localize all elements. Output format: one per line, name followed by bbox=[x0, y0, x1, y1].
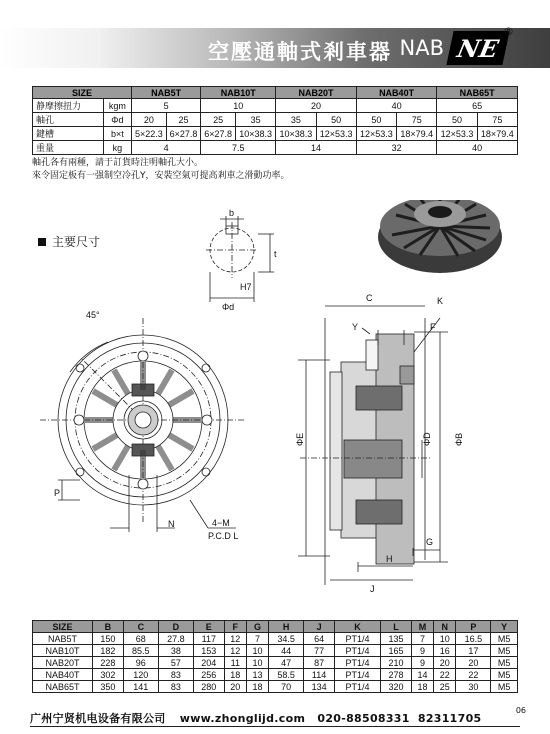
table-cell: 117 bbox=[193, 633, 224, 645]
label-g: G bbox=[426, 537, 434, 547]
table-cell: 27.8 bbox=[158, 633, 193, 645]
section-title-text: 主要尺寸 bbox=[52, 235, 101, 249]
footer-contact bbox=[30, 710, 482, 726]
cell: 25 bbox=[166, 113, 201, 127]
table-cell: NAB40T bbox=[33, 669, 93, 681]
dimension-table bbox=[32, 620, 518, 693]
cell: 50 bbox=[316, 113, 356, 127]
table-cell: NAB20T bbox=[33, 657, 93, 669]
table-cell: 18 bbox=[224, 669, 246, 681]
spec-model-header: NAB20T bbox=[276, 87, 357, 99]
label-h7: H7 bbox=[240, 282, 252, 292]
dim-column-header: K bbox=[334, 621, 380, 633]
table-cell: PT1/4 bbox=[334, 669, 380, 681]
page-number: 06 bbox=[515, 706, 526, 715]
table-cell: 16.5 bbox=[456, 633, 491, 645]
cell: 14 bbox=[276, 141, 357, 155]
dim-column-header: E bbox=[193, 621, 224, 633]
table-cell: 7 bbox=[411, 633, 433, 645]
dim-column-header: Y bbox=[491, 621, 518, 633]
table-cell: 302 bbox=[93, 669, 124, 681]
registered-mark: ® bbox=[503, 25, 514, 38]
spec-model-header: NAB40T bbox=[356, 87, 437, 99]
cell: 6×27.8 bbox=[166, 127, 201, 141]
table-cell: 20 bbox=[434, 657, 456, 669]
table-row bbox=[33, 669, 518, 681]
cell: 5×22.3 bbox=[132, 127, 167, 141]
cell: 18×79.4 bbox=[397, 127, 437, 141]
table-cell: NAB10T bbox=[33, 645, 93, 657]
note-line-1: 軸孔各有兩種，請于訂貨時注明軸孔大小。 bbox=[32, 158, 204, 168]
spec-model-header: NAB65T bbox=[437, 87, 518, 99]
table-cell: 14 bbox=[411, 669, 433, 681]
row-unit: kgm bbox=[103, 99, 131, 113]
cell: 4 bbox=[132, 141, 201, 155]
table-cell: 320 bbox=[381, 681, 412, 693]
table-cell: 7 bbox=[246, 633, 268, 645]
table-cell: M5 bbox=[491, 633, 518, 645]
row-name: 鍵槽 bbox=[33, 127, 104, 141]
table-cell: 134 bbox=[304, 681, 335, 693]
cell: 7.5 bbox=[201, 141, 276, 155]
cell: 5 bbox=[132, 99, 201, 113]
label-pcdl: P.C.D L bbox=[208, 531, 239, 541]
spec-model-header: NAB5T bbox=[132, 87, 201, 99]
table-cell: 44 bbox=[269, 645, 304, 657]
table-cell: 22 bbox=[434, 669, 456, 681]
label-c: C bbox=[366, 293, 373, 303]
cell: 18×79.4 bbox=[477, 127, 517, 141]
table-cell: 20 bbox=[224, 681, 246, 693]
table-cell: 13 bbox=[246, 669, 268, 681]
table-cell: 68 bbox=[123, 633, 158, 645]
spec-row-weight bbox=[33, 141, 518, 155]
table-cell: PT1/4 bbox=[334, 645, 380, 657]
technical-drawing bbox=[0, 200, 550, 610]
website-link[interactable]: www.zhonglijd.com bbox=[179, 712, 306, 725]
label-angle: 45° bbox=[86, 310, 100, 320]
table-cell: 18 bbox=[411, 681, 433, 693]
row-name: 静摩擦扭力 bbox=[33, 99, 104, 113]
table-cell: 150 bbox=[93, 633, 124, 645]
table-cell: 25 bbox=[434, 681, 456, 693]
brand-logo bbox=[446, 31, 509, 65]
label-m: 4−M bbox=[212, 518, 230, 528]
table-cell: M5 bbox=[491, 681, 518, 693]
table-cell: 38 bbox=[158, 645, 193, 657]
table-cell: PT1/4 bbox=[334, 633, 380, 645]
note-line-2: 來令固定板有一强制空冷孔Y，安裝空氣可提高剎車之滑動功率。 bbox=[32, 171, 290, 181]
table-cell: 278 bbox=[381, 669, 412, 681]
cell: 10 bbox=[201, 99, 276, 113]
table-cell: 83 bbox=[158, 669, 193, 681]
table-cell: PT1/4 bbox=[334, 681, 380, 693]
table-cell: 120 bbox=[123, 669, 158, 681]
label-b: b bbox=[229, 208, 235, 218]
dim-column-header: SIZE bbox=[33, 621, 93, 633]
cell: 20 bbox=[132, 113, 167, 127]
logo-text: NE bbox=[454, 33, 502, 63]
label-f: F bbox=[430, 322, 436, 332]
dim-column-header: B bbox=[93, 621, 124, 633]
spec-size-header: SIZE bbox=[33, 87, 132, 99]
label-p: P bbox=[54, 488, 61, 498]
table-cell: 64 bbox=[304, 633, 335, 645]
table-cell: 57 bbox=[158, 657, 193, 669]
table-cell: 228 bbox=[93, 657, 124, 669]
label-phid: Φd bbox=[222, 302, 235, 312]
table-cell: M5 bbox=[491, 669, 518, 681]
table-cell: 17 bbox=[456, 645, 491, 657]
table-cell: M5 bbox=[491, 657, 518, 669]
cell: 35 bbox=[235, 113, 275, 127]
table-cell: 11 bbox=[224, 657, 246, 669]
dim-header-row bbox=[33, 621, 518, 633]
dim-column-header: L bbox=[381, 621, 412, 633]
table-cell: 165 bbox=[381, 645, 412, 657]
row-unit: kg bbox=[103, 141, 131, 155]
row-unit: b×t bbox=[103, 127, 131, 141]
dim-column-header: H bbox=[269, 621, 304, 633]
cell: 75 bbox=[397, 113, 437, 127]
label-phie: ΦE bbox=[295, 432, 305, 446]
label-t: t bbox=[274, 249, 277, 259]
cell: 12×53.3 bbox=[316, 127, 356, 141]
table-cell: 9 bbox=[411, 645, 433, 657]
cell: 12×53.3 bbox=[437, 127, 477, 141]
table-cell: 87 bbox=[304, 657, 335, 669]
table-cell: NAB5T bbox=[33, 633, 93, 645]
table-cell: 83 bbox=[158, 681, 193, 693]
table-cell: PT1/4 bbox=[334, 657, 380, 669]
table-cell: 10 bbox=[246, 657, 268, 669]
table-cell: 58.5 bbox=[269, 669, 304, 681]
table-cell: 256 bbox=[193, 669, 224, 681]
row-unit: Φd bbox=[103, 113, 131, 127]
cell: 25 bbox=[201, 113, 236, 127]
footer-divider bbox=[30, 726, 520, 727]
dim-column-header: D bbox=[158, 621, 193, 633]
table-cell: 12 bbox=[224, 645, 246, 657]
table-row bbox=[33, 633, 518, 645]
dim-column-header: M bbox=[411, 621, 433, 633]
table-cell: 204 bbox=[193, 657, 224, 669]
front-view bbox=[40, 318, 246, 532]
cell: 65 bbox=[437, 99, 518, 113]
label-j: J bbox=[370, 584, 375, 594]
table-cell: 182 bbox=[93, 645, 124, 657]
table-cell: 9 bbox=[411, 657, 433, 669]
table-cell: 34.5 bbox=[269, 633, 304, 645]
cell: 32 bbox=[356, 141, 437, 155]
table-row bbox=[33, 645, 518, 657]
cell: 6×27.8 bbox=[201, 127, 236, 141]
table-cell: 20 bbox=[456, 657, 491, 669]
cell: 10×38.3 bbox=[276, 127, 316, 141]
page-title bbox=[208, 36, 392, 66]
label-y: Y bbox=[352, 322, 359, 332]
cell: 40 bbox=[356, 99, 437, 113]
phone-number-2: 82311705 bbox=[417, 712, 482, 725]
spec-table bbox=[32, 86, 518, 155]
spec-row-bore bbox=[33, 113, 518, 127]
label-h: H bbox=[386, 554, 393, 564]
dim-column-header: N bbox=[434, 621, 456, 633]
row-name: 重量 bbox=[33, 141, 104, 155]
cell: 40 bbox=[437, 141, 518, 155]
cell: 20 bbox=[276, 99, 357, 113]
table-cell: 47 bbox=[269, 657, 304, 669]
cell: 10×38.3 bbox=[235, 127, 275, 141]
dim-column-header: G bbox=[246, 621, 268, 633]
dim-column-header: C bbox=[123, 621, 158, 633]
table-cell: 114 bbox=[304, 669, 335, 681]
cell: 12×53.3 bbox=[356, 127, 396, 141]
phone-number: 020-88508331 bbox=[317, 712, 410, 725]
table-cell: 18 bbox=[246, 681, 268, 693]
label-k: K bbox=[437, 296, 444, 306]
dim-column-header: P bbox=[456, 621, 491, 633]
table-cell: 30 bbox=[456, 681, 491, 693]
table-cell: 85.5 bbox=[123, 645, 158, 657]
table-cell: 96 bbox=[123, 657, 158, 669]
dim-table-body bbox=[33, 633, 518, 693]
table-cell: 12 bbox=[224, 633, 246, 645]
cell: 75 bbox=[477, 113, 517, 127]
table-cell: 210 bbox=[381, 657, 412, 669]
spec-row-torque bbox=[33, 99, 518, 113]
table-row bbox=[33, 657, 518, 669]
table-cell: 77 bbox=[304, 645, 335, 657]
table-cell: 350 bbox=[93, 681, 124, 693]
dim-column-header: F bbox=[224, 621, 246, 633]
label-phid2: ΦD bbox=[422, 432, 432, 446]
dim-column-header: J bbox=[304, 621, 335, 633]
table-cell: 135 bbox=[381, 633, 412, 645]
table-cell: 22 bbox=[456, 669, 491, 681]
table-cell: 280 bbox=[193, 681, 224, 693]
table-cell: M5 bbox=[491, 645, 518, 657]
cell: 50 bbox=[437, 113, 477, 127]
company-name: 广州宁贤机电设备有限公司 bbox=[30, 712, 166, 725]
model-title: NAB bbox=[399, 36, 444, 60]
table-cell: 153 bbox=[193, 645, 224, 657]
table-cell: 141 bbox=[123, 681, 158, 693]
table-row bbox=[33, 681, 518, 693]
spec-header-row bbox=[33, 87, 518, 99]
title-text: 空壓通軸式剎車器 bbox=[208, 39, 392, 64]
label-phib: ΦB bbox=[454, 432, 464, 446]
table-cell: 10 bbox=[434, 633, 456, 645]
label-n: N bbox=[168, 519, 175, 529]
cell: 35 bbox=[276, 113, 316, 127]
cell: 50 bbox=[356, 113, 396, 127]
table-cell: 70 bbox=[269, 681, 304, 693]
row-name: 軸孔 bbox=[33, 113, 104, 127]
table-cell: NAB65T bbox=[33, 681, 93, 693]
spec-model-header: NAB10T bbox=[201, 87, 276, 99]
table-cell: 16 bbox=[434, 645, 456, 657]
product-photo bbox=[378, 200, 502, 273]
spec-row-keyway bbox=[33, 127, 518, 141]
table-cell: 10 bbox=[246, 645, 268, 657]
